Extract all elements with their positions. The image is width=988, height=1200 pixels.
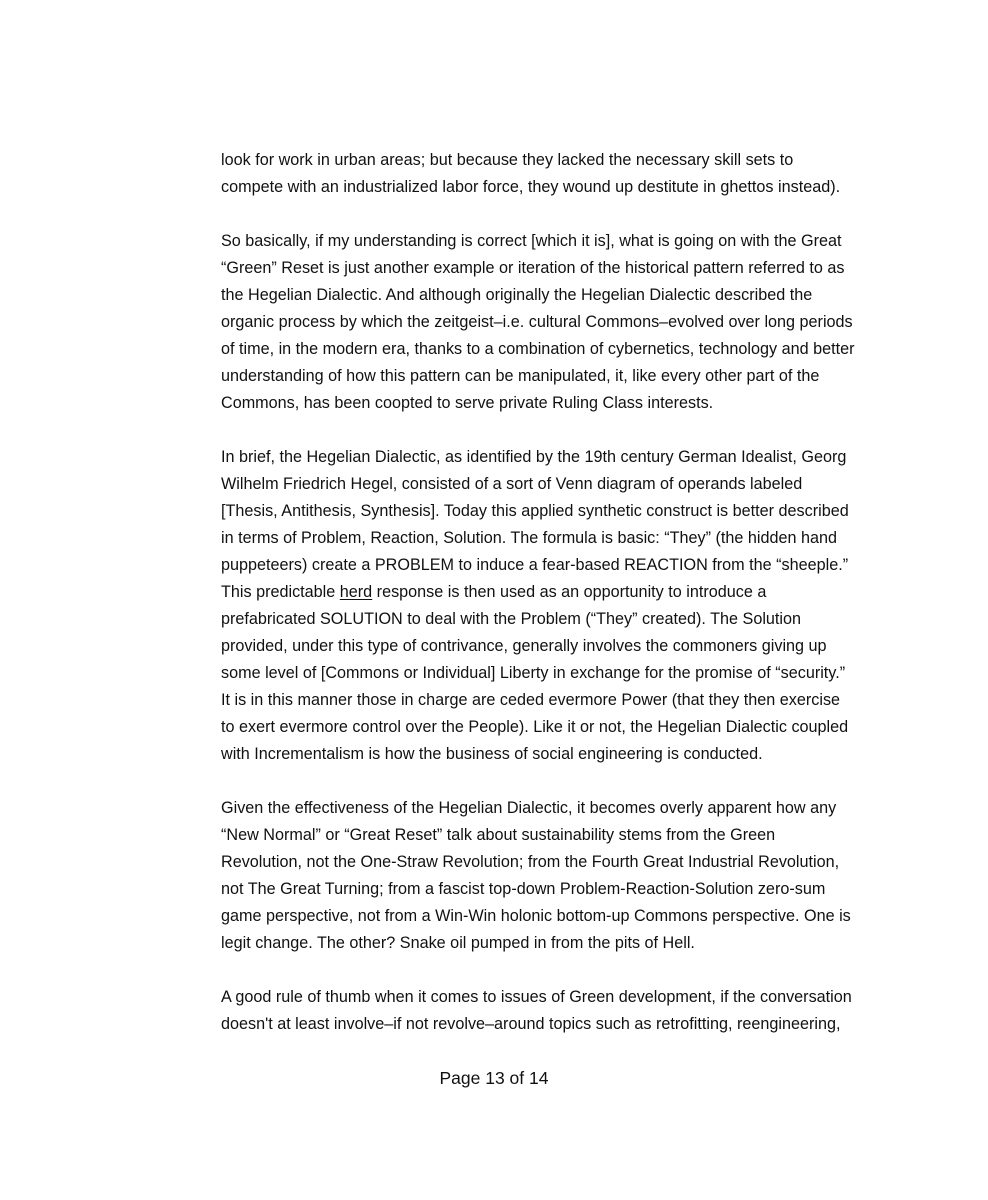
- paragraph-1: [221, 147, 841, 201]
- text-line: So basically, if my understanding is correct [which it is], what is going on with the Great: [221, 232, 842, 250]
- text-line: legit change. The other? Snake oil pumped in from the pits of Hell.: [221, 934, 695, 952]
- text-line: Given the effectiveness of the Hegelian Dialectic, it becomes overly apparent how any: [221, 799, 837, 817]
- text-line: not The Great Turning; from a fascist top-down Problem-Reaction-Solution zero-sum: [221, 880, 826, 898]
- underlined-word: herd: [339, 583, 373, 601]
- text-line: It is in this manner those in charge are ceded evermore Power (that they then exercise: [221, 691, 841, 709]
- text-line: [Thesis, Antithesis, Synthesis]. Today this applied synthetic construct is better described: [221, 502, 849, 520]
- text-line: organic process by which the zeitgeist–i.e. cultural Commons–evolved over long periods: [221, 313, 853, 331]
- text-line-with-underline: [221, 579, 821, 606]
- paragraph-4: [221, 795, 851, 957]
- text-line: to exert evermore control over the People). Like it or not, the Hegelian Dialectic coupled: [221, 718, 849, 736]
- text-line: provided, under this type of contrivance, generally involves the commoners giving up: [221, 637, 827, 655]
- text-line: with Incrementalism is how the business of social engineering is conducted.: [221, 745, 763, 763]
- text-line: Wilhelm Friedrich Hegel, consisted of a sort of Venn diagram of operands labeled: [221, 475, 803, 493]
- text-line: A good rule of thumb when it comes to issues of Green development, if the conversation: [221, 988, 852, 1006]
- text-line: doesn't at least involve–if not revolve–around topics such as retrofitting, reengineering,: [221, 1015, 841, 1033]
- text-line: look for work in urban areas; but because they lacked the necessary skill sets to: [221, 151, 794, 169]
- paragraph-5: [221, 984, 852, 1038]
- text-segment: response is then used as an opportunity to introduce a: [372, 583, 767, 601]
- text-line: some level of [Commons or Individual] Liberty in exchange for the promise of “security.”: [221, 664, 846, 682]
- text-line: compete with an industrialized labor force, they wound up destitute in ghettos instead).: [221, 178, 841, 196]
- text-line: in terms of Problem, Reaction, Solution. The formula is basic: “They” (the hidden hand: [221, 529, 838, 547]
- paragraph-2: [221, 228, 855, 417]
- text-line: the Hegelian Dialectic. And although originally the Hegelian Dialectic described the: [221, 286, 813, 304]
- text-segment: This predictable: [221, 583, 340, 601]
- text-line: Commons, has been coopted to serve private Ruling Class interests.: [221, 394, 714, 412]
- text-line: Revolution, not the One-Straw Revolution; from the Fourth Great Industrial Revolution,: [221, 853, 840, 871]
- body-text: [221, 147, 855, 1065]
- text-line: game perspective, not from a Win-Win holonic bottom-up Commons perspective. One is: [221, 907, 851, 925]
- text-line: “Green” Reset is just another example or iteration of the historical pattern referred to as: [221, 259, 845, 277]
- text-line: In brief, the Hegelian Dialectic, as identified by the 19th century German Idealist, Georg: [221, 448, 847, 466]
- text-line: understanding of how this pattern can be manipulated, it, like every other part of the: [221, 367, 820, 385]
- text-line: of time, in the modern era, thanks to a combination of cybernetics, technology and better: [221, 340, 855, 358]
- text-line: puppeteers) create a PROBLEM to induce a fear-based REACTION from the “sheeple.”: [221, 556, 849, 574]
- page-number: Page 13 of 14: [439, 1068, 549, 1088]
- text-line: “New Normal” or “Great Reset” talk about sustainability stems from the Green: [221, 826, 776, 844]
- text-line: prefabricated SOLUTION to deal with the Problem (“They” created). The Solution: [221, 610, 802, 628]
- paragraph-3: [221, 444, 849, 768]
